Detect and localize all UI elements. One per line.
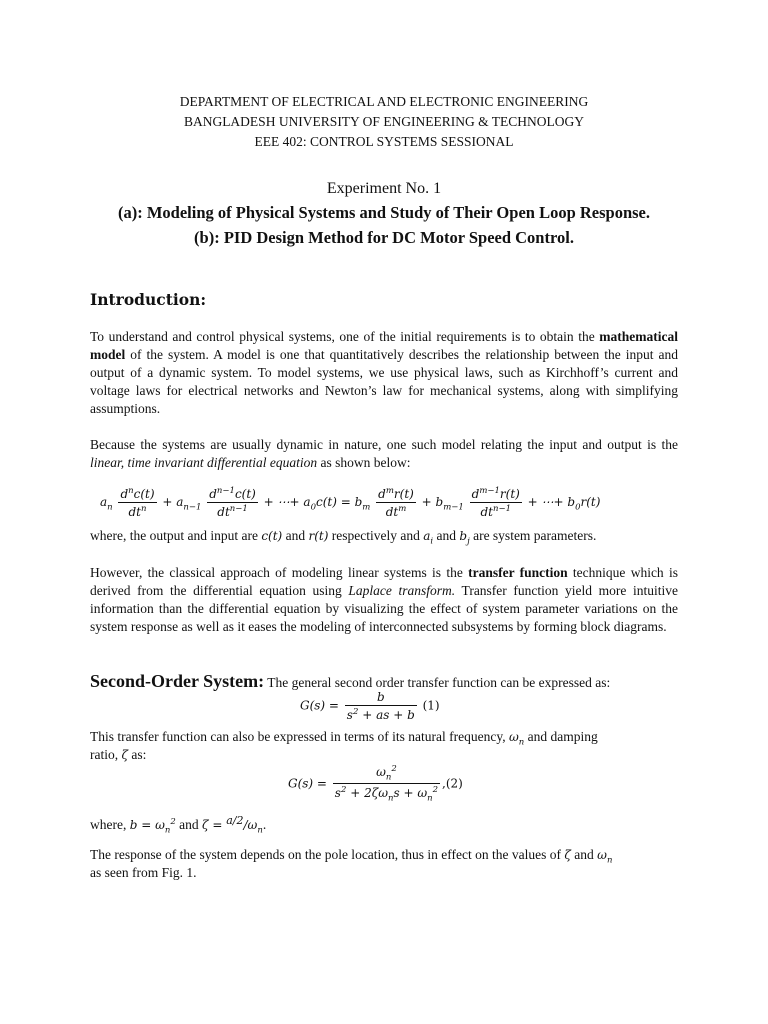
intro-paragraph-3 [90,564,678,636]
response-text-1: The response of the system depends on the pole location, thus in effect on the values of [90,847,565,862]
response-and-text: and [570,847,598,862]
intro-p3-text: However, the classical approach of modeling linear systems is the [90,565,469,580]
experiment-title-a: (a): Modeling of Physical Systems and Study of Their Open Loop Response. [117,203,651,222]
course-title: EEE 402: CONTROL SYSTEMS SESSIONAL [254,134,514,149]
where-and-text: and [175,817,203,832]
second-order-intro: The general second order transfer function can be expressed as: [264,675,611,690]
damping-text: and damping [524,729,598,744]
where-text-5: are system parameters. [469,528,597,543]
where-parameters-line: where, the output and input are c(t) and r(t) respectively and $a_i$ and $b_j$ are system parameters. [90,528,597,547]
damping-ratio-line: ratio, ζ as: [90,747,147,762]
response-line-2: as seen from Fig. 1. [90,865,197,880]
experiment-number: Experiment No. 1 [326,180,442,197]
transfer-function-equation-2: G(s) = $\frac{\omega_n^2}{s^2 + 2\zeta\omega_ns + \omega_n^2}$ ,(2) [288,764,463,804]
where-text-4: and [433,528,460,543]
equation-2-label: ,(2) [442,776,463,791]
where-text: where, [90,817,130,832]
ratio-as-text: as: [128,747,147,762]
intro-p3-italic: Laplace transform. [348,583,456,598]
differential-equation: $a_n$ $\frac{d^nc(t)}{dt^n}$ + $a_{n-1}$ $\frac{d^{n-1}c(t)}{dt^{n-1}}$ + ⋯+ $a_0c(t) = b_m$ $\frac{d^mr(t)}{dt^m}$ + $b_{m-1}$ $\frac{d^{m-1}r(t)}{dt^{n-1}}$ + ⋯+ $b_0r(t)$ [100,486,601,519]
natural-frequency-text: This transfer function can also be expressed in terms of its natural frequency, [90,729,509,744]
transfer-function-equation-1: G(s) = $\frac{b}{s^2 + as + b}$ (1) [300,690,440,722]
intro-p1-text-end: of the system. A model is one that quantitatively describes the relationship between the input and output of a dynamic system. To model systems, we use physical laws, such as Kirchhoff’s current and voltage laws for electrical networks and Newton’s law for mechanical systems, along with simplifying assumptions. [90,347,678,416]
department-name: DEPARTMENT OF ELECTRICAL AND ELECTRONIC ENGINEERING [179,94,589,109]
where-text-1: where, the output and input are [90,528,262,543]
second-order-intro-line [90,672,610,692]
intro-p1-text: To understand and control physical systems, one of the initial requirements is to obtain the [90,329,600,344]
intro-paragraph-1 [90,328,678,418]
equation-1-label: (1) [422,698,440,713]
response-line-1: The response of the system depends on the pole location, thus in effect on the values of ζ and $\omega_n$ [90,847,613,866]
experiment-title-b: (b): PID Design Method for DC Motor Speed Control. [194,228,574,247]
intro-p3-bold: transfer function [468,565,568,580]
university-name: BANGLADESH UNIVERSITY OF ENGINEERING & TECHNOLOGY [183,114,585,129]
ratio-text: ratio, [90,747,122,762]
where-b-zeta-line: where, $b = \omega_n^2$ and $\zeta = ^{a/2}/\omega_n$. [90,814,267,836]
intro-p3-text-mid: technique which is derived from the differential equation using [90,565,678,598]
intro-p3-text-end: Transfer function yield more intuitive information than the differential equation by visualizing the effect of system parameter variations on the system response as well as it eases the modeling of interconnected subsystems by forming block diagrams. [90,583,678,634]
where-text-3: respectively and [328,528,424,543]
intro-paragraph-2 [90,436,678,472]
natural-frequency-line: This transfer function can also be expressed in terms of its natural frequency, $\omega_n$ and damping [90,729,598,748]
intro-p2-text-end: as shown below: [317,455,411,470]
second-order-heading: Second-Order System: [90,671,265,691]
where-text-2: and [282,528,309,543]
intro-p2-text: Because the systems are usually dynamic in nature, one such model relating the input and output is the [90,437,678,452]
intro-p2-italic: linear, time invariant differential equation [90,455,318,470]
introduction-heading: Introduction: [90,290,207,309]
intro-p1-bold: mathematical model [90,329,678,362]
